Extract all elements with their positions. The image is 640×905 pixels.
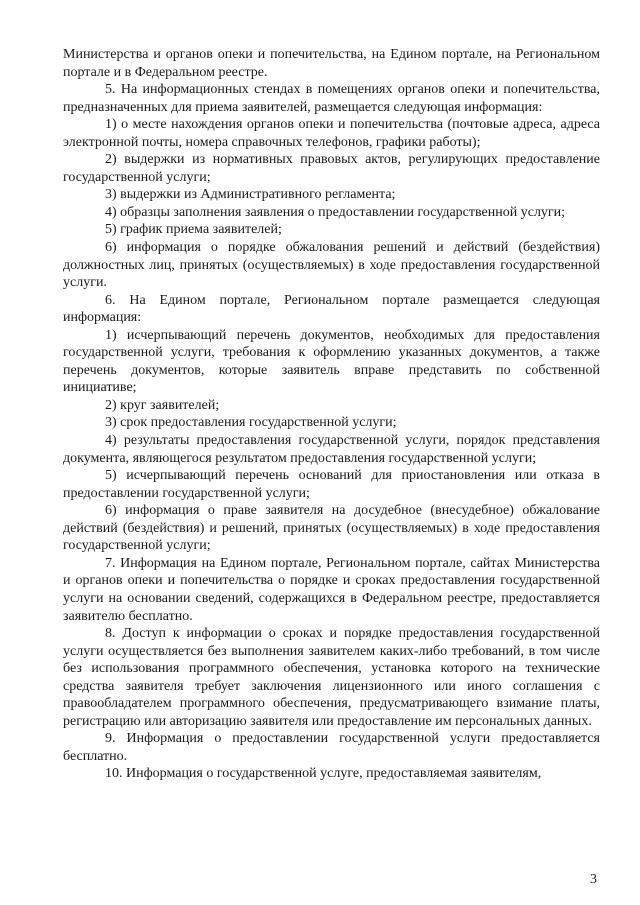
page-number: 3 (590, 872, 597, 887)
paragraph-5: 5. На информационных стендах в помещениях органов опеки и попечительства, предназначенных для приема заявителей, размещается следующая информация: (63, 82, 600, 115)
paragraph-10: 10. Информация о государственной услуге, предоставляемая заявителям, (105, 766, 542, 782)
list-item-6-1: 1) исчерпывающий перечень документов, необходимых для предоставления государственной услуги, требования к оформлению указанных документов, а также перечень документов, которые заявитель вправе представить по собственной инициативе; (63, 327, 600, 396)
list-item-5-5: 5) график приема заявителей; (105, 222, 282, 238)
list-item-5-1: 1) о месте нахождения органов опеки и попечительства (почтовые адреса, адреса электронной почты, номера справочных телефонов, графики работы); (63, 117, 600, 150)
list-item-5-4: 4) образцы заполнения заявления о предоставлении государственной услуги; (105, 204, 566, 220)
paragraph-9: 9. Информация о предоставлении государственной услуги предоставляется бесплатно. (63, 731, 600, 764)
list-item-6-2: 2) круг заявителей; (105, 397, 220, 413)
paragraph-7: 7. Информация на Едином портале, Региональном портале, сайтах Министерства и органов опеки и попечительства о порядке и сроках предоставления государственной услуги на основании сведений, содержащихся в Федеральном реестре, предоставляется заявителю бесплатно. (63, 555, 600, 624)
list-item-6-3: 3) срок предоставления государственной услуги; (105, 415, 397, 431)
list-item-6-5: 5) исчерпывающий перечень оснований для приостановления или отказа в предоставлении государственной услуги; (63, 468, 600, 501)
document-body (63, 46, 600, 783)
list-item-5-2: 2) выдержки из нормативных правовых актов, регулирующих предоставление государственной услуги; (63, 152, 600, 185)
list-item-5-3: 3) выдержки из Административного регламента; (105, 187, 396, 203)
list-item-6-4: 4) результаты предоставления государственной услуги, порядок представления документа, являющегося результатом предоставления государственной услуги; (63, 433, 600, 466)
paragraph-6: 6. На Едином портале, Региональном портале размещается следующая информация: (63, 292, 600, 326)
paragraph-8: 8. Доступ к информации о сроках и порядке предоставления государственной услуги осуществляется без выполнения заявителем каких-либо требований, в том числе без использования программного обеспечения, установка которого на технические средства заявителя требует заключения лицензионного или иного соглашения с правообладателем программного обеспечения, предусматривающего взимание платы, регистрацию или авторизацию заявителя или предоставление им персональных данных. (63, 626, 600, 729)
paragraph-continuation: Министерства и органов опеки и попечительства, на Едином портале, на Региональном портале и в Федеральном реестре. (63, 47, 600, 80)
list-item-6-6: 6) информация о праве заявителя на досудебное (внесудебное) обжалование действий (бездействия) и решений, принятых (осуществляемых) в ходе предоставления государственной услуги; (63, 503, 600, 554)
list-item-5-6: 6) информация о порядке обжалования решений и действий (бездействия) должностных лиц, принятых (осуществляемых) в ходе предоставления государственной услуги. (63, 240, 600, 291)
